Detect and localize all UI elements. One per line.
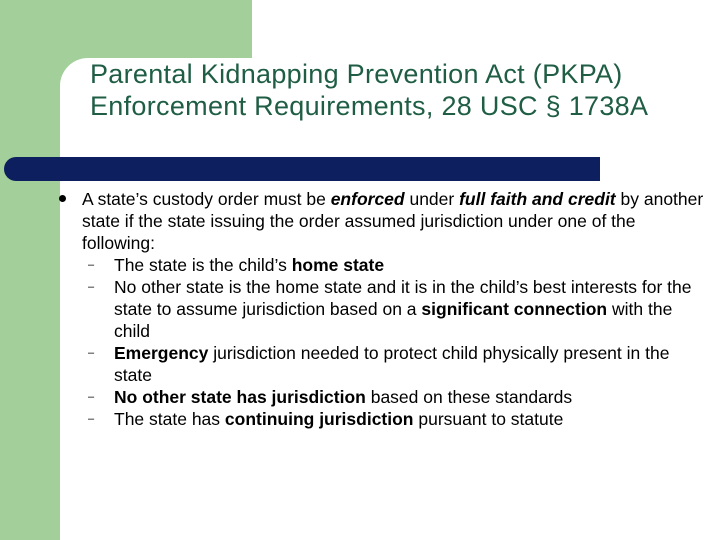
title-underline-bar: [4, 157, 600, 181]
sub-bullet-text: [114, 254, 707, 276]
main-bullet: [82, 188, 707, 430]
main-bullet-text: [82, 188, 707, 254]
dash-marker: –: [88, 347, 95, 359]
dash-marker: –: [88, 391, 95, 403]
text-run: enforced: [330, 189, 405, 209]
text-run: by another state if the state issuing the order assumed jurisdiction under one of the following:: [82, 189, 704, 253]
text-run: with the child: [114, 299, 673, 341]
slide-title: Parental Kidnapping Prevention Act (PKPA) Enforcement Requirements, 28 USC § 1738A: [90, 59, 649, 121]
text-run: under: [404, 189, 460, 209]
text-run: significant connection: [421, 299, 608, 319]
dash-marker: –: [88, 281, 95, 293]
text-run: based on these standards: [365, 387, 573, 407]
text-run: A state’s custody order must be: [82, 189, 331, 209]
text-run: No other state has jurisdiction: [114, 387, 366, 407]
text-run: The state has: [114, 409, 225, 429]
text-run: The state is the child’s: [114, 255, 292, 275]
text-run: pursuant to statute: [413, 409, 564, 429]
bullet-dot: [59, 195, 66, 202]
sub-bullet-text: [114, 276, 707, 342]
sub-bullet-text: [114, 386, 707, 408]
text-run: full faith and credit: [459, 189, 616, 209]
sub-bullet-item: [82, 408, 707, 430]
text-run: jurisdiction needed to protect child physically present in the state: [114, 343, 670, 385]
sub-bullet-item: [82, 342, 707, 386]
sub-bullet-text: [114, 342, 707, 386]
sub-bullet-list: [82, 254, 707, 430]
sub-bullet-item: [82, 276, 707, 342]
dash-marker: –: [88, 413, 95, 425]
sub-bullet-item: [82, 386, 707, 408]
sub-bullet-text: [114, 408, 707, 430]
text-run: Emergency: [114, 343, 209, 363]
dash-marker: –: [88, 259, 95, 271]
text-run: No other state is the home state and it is in the child’s best interests for the state to assume jurisdiction based on a: [114, 277, 692, 319]
text-run: continuing jurisdiction: [224, 409, 414, 429]
text-run: home state: [291, 255, 385, 275]
sub-bullet-item: [82, 254, 707, 276]
